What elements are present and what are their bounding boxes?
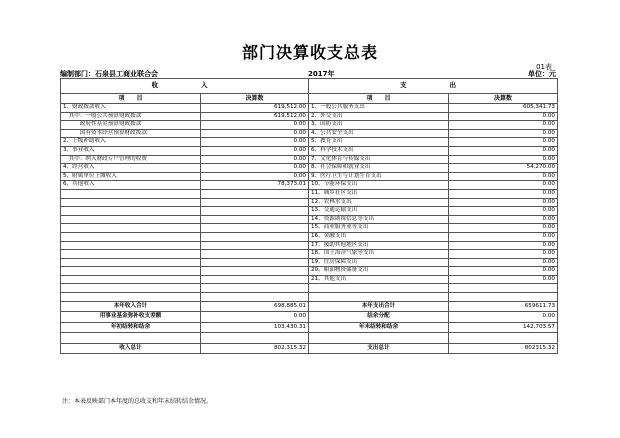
expense-amount: 0.00: [449, 129, 558, 138]
income-amount: 78,373.01: [201, 181, 309, 190]
table-row: [61, 207, 558, 216]
income-item: 6、其他收入: [61, 181, 201, 190]
expense-item: 17、援助其他地区支出: [309, 241, 449, 250]
expense-amount: 0.00: [449, 258, 558, 267]
income-amount: [201, 284, 309, 293]
summary-row: [61, 301, 558, 312]
expense-amount: 0.00: [449, 198, 558, 207]
expense-item: 8、社会保障和就业支出: [309, 164, 449, 173]
summary-income-label: [61, 333, 201, 344]
section-header-row: [61, 79, 558, 94]
income-item: [61, 267, 201, 276]
form-number: 01表: [536, 63, 552, 71]
table-row: [61, 275, 558, 284]
expense-amount: 54,270.00: [449, 164, 558, 173]
expense-amount: [449, 293, 558, 302]
income-item: 5、附属单位上缴收入: [61, 172, 201, 181]
expense-item: 13、交通运输支出: [309, 207, 449, 216]
income-amount: [201, 189, 309, 198]
summary-row: [61, 312, 558, 323]
expense-item: 4、公共安全支出: [309, 129, 449, 138]
income-item: [61, 284, 201, 293]
income-amount-header: 决算数: [201, 94, 309, 104]
summary-expense-label: 年末结转和结余: [309, 322, 449, 333]
summary-income-amount: [201, 333, 309, 344]
page-title: 部门决算收支总表: [241, 43, 378, 62]
expense-item: 9、医疗卫生与计划生育支出: [309, 172, 449, 181]
expense-item: [309, 293, 449, 302]
table-row: [61, 232, 558, 241]
summary-income-amount: 802,315.32: [201, 343, 309, 354]
summary-row: [61, 322, 558, 333]
summary-expense-amount: 802315.32: [449, 343, 558, 354]
income-amount: [201, 275, 309, 284]
income-amount: 0.00: [201, 155, 309, 164]
table-row: [61, 241, 558, 250]
table-row: [61, 104, 558, 113]
summary-income-label: 用事业基金弥补收支差额: [61, 312, 201, 323]
expense-item: [309, 284, 449, 293]
expense-amount: 0.00: [449, 181, 558, 190]
income-amount: 0.00: [201, 172, 309, 181]
expense-amount: 605,341.73: [449, 104, 558, 113]
expense-amount-header: 决算数: [449, 94, 558, 104]
expense-amount: 0.00: [449, 224, 558, 233]
income-item: [61, 293, 201, 302]
income-item: 1、财政拨款收入: [61, 104, 201, 113]
summary-expense-amount: 659611.73: [449, 301, 558, 312]
summary-income-label: 年初结转和结余: [61, 322, 201, 333]
summary-expense-label: [309, 333, 449, 344]
expense-item: 10、节能环保支出: [309, 181, 449, 190]
summary-expense-amount: 142,703.57: [449, 322, 558, 333]
income-amount: [201, 215, 309, 224]
income-amount: [201, 232, 309, 241]
unit-label: 单位：元: [528, 70, 556, 78]
income-item: 其中：一般公共预算财政拨款: [61, 112, 201, 121]
table-row: [61, 129, 558, 138]
expense-item: 14、资源勘探信息等支出: [309, 215, 449, 224]
table-row: [61, 215, 558, 224]
income-amount: 0.00: [201, 129, 309, 138]
summary-expense-label: 本年支出合计: [309, 301, 449, 312]
expense-amount: 0.00: [449, 172, 558, 181]
expense-item: 1、一般公共服务支出: [309, 104, 449, 113]
income-item-header: 项 目: [61, 94, 201, 104]
table-row: [61, 146, 558, 155]
summary-row: [61, 333, 558, 344]
expense-amount: 0.00: [449, 207, 558, 216]
income-amount: 0.00: [201, 164, 309, 173]
expense-amount: 0.00: [449, 146, 558, 155]
income-item: [61, 275, 201, 284]
expense-item: 11、城乡社区支出: [309, 189, 449, 198]
budget-table: [60, 78, 558, 354]
income-item: [61, 198, 201, 207]
table-row: [61, 224, 558, 233]
income-item: [61, 241, 201, 250]
expense-amount: 0.00: [449, 275, 558, 284]
income-amount: [201, 241, 309, 250]
expense-amount: 0.00: [449, 232, 558, 241]
table-row: [61, 293, 558, 302]
summary-expense-label: 结余分配: [309, 312, 449, 323]
income-amount: [201, 250, 309, 259]
footnote: 注：本表反映部门本年度的总收支和年末结转结余情况。: [62, 398, 213, 405]
table-row: [61, 258, 558, 267]
expense-header: 支 出: [309, 79, 558, 94]
income-item: [61, 232, 201, 241]
income-item: [61, 215, 201, 224]
summary-income-label: 收入总计: [61, 343, 201, 354]
expense-amount: 0.00: [449, 138, 558, 147]
expense-amount: 0.00: [449, 121, 558, 130]
income-item: [61, 258, 201, 267]
expense-item: 2、外交支出: [309, 112, 449, 121]
income-amount: [201, 258, 309, 267]
income-item: 4、经营收入: [61, 164, 201, 173]
income-amount: [201, 207, 309, 216]
table-row: [61, 155, 558, 164]
table-row: [61, 189, 558, 198]
expense-item: 15、商业服务业等支出: [309, 224, 449, 233]
expense-amount: 0.00: [449, 112, 558, 121]
expense-amount: 0.00: [449, 241, 558, 250]
income-item: 国有资本经营预算财政拨款: [61, 129, 201, 138]
income-item: 2、上级补助收入: [61, 138, 201, 147]
expense-amount: 0.00: [449, 189, 558, 198]
table-row: [61, 121, 558, 130]
column-header-row: [61, 94, 558, 104]
income-amount: 619,512.00: [201, 112, 309, 121]
expense-amount: 0.00: [449, 215, 558, 224]
table-row: [61, 198, 558, 207]
year-label: 2017年: [308, 70, 335, 78]
expense-amount: 0.00: [449, 250, 558, 259]
income-amount: [201, 267, 309, 276]
income-amount: 0.00: [201, 146, 309, 155]
expense-item-header: 项 目: [309, 94, 449, 104]
expense-amount: 0.00: [449, 267, 558, 276]
table-row: [61, 284, 558, 293]
income-item: [61, 224, 201, 233]
dept-label: 编制部门：石泉县工商业联合会: [60, 70, 158, 78]
expense-item: 12、农林水支出: [309, 198, 449, 207]
table-row: [61, 250, 558, 259]
expense-item: 20、粮油物资储备支出: [309, 267, 449, 276]
summary-income-amount: 698,885.01: [201, 301, 309, 312]
summary-expense-amount: 0.00: [449, 312, 558, 323]
table-row: [61, 181, 558, 190]
income-item: [61, 207, 201, 216]
table-row: [61, 112, 558, 121]
income-amount: [201, 293, 309, 302]
table-row: [61, 138, 558, 147]
summary-expense-label: 支出总计: [309, 343, 449, 354]
table-row: [61, 267, 558, 276]
income-item: 政府性基金预算财政拨款: [61, 121, 201, 130]
summary-income-label: 本年收入合计: [61, 301, 201, 312]
expense-item: 3、国防支出: [309, 121, 449, 130]
table-row: [61, 164, 558, 173]
expense-item: 7、文化体育与传媒支出: [309, 155, 449, 164]
expense-item: 21、其他支出: [309, 275, 449, 284]
expense-amount: [449, 284, 558, 293]
income-amount: 0.00: [201, 121, 309, 130]
income-amount: [201, 198, 309, 207]
income-amount: [201, 224, 309, 233]
summary-income-amount: 0.00: [201, 312, 309, 323]
summary-row: [61, 343, 558, 354]
expense-item: 18、国土海洋气象等支出: [309, 250, 449, 259]
income-item: 3、事业收入: [61, 146, 201, 155]
table-row: [61, 172, 558, 181]
expense-item: 6、科学技术支出: [309, 146, 449, 155]
expense-item: 16、金融支出: [309, 232, 449, 241]
income-header: 收 入: [61, 79, 309, 94]
income-item: 其中：纳入财政专户管理的收费: [61, 155, 201, 164]
expense-item: 19、住房保障支出: [309, 258, 449, 267]
expense-item: 5、教育支出: [309, 138, 449, 147]
summary-income-amount: 103,430.31: [201, 322, 309, 333]
income-amount: 619,512.00: [201, 104, 309, 113]
income-item: [61, 189, 201, 198]
income-amount: 0.00: [201, 138, 309, 147]
expense-amount: 0.00: [449, 155, 558, 164]
income-item: [61, 250, 201, 259]
summary-expense-amount: [449, 333, 558, 344]
